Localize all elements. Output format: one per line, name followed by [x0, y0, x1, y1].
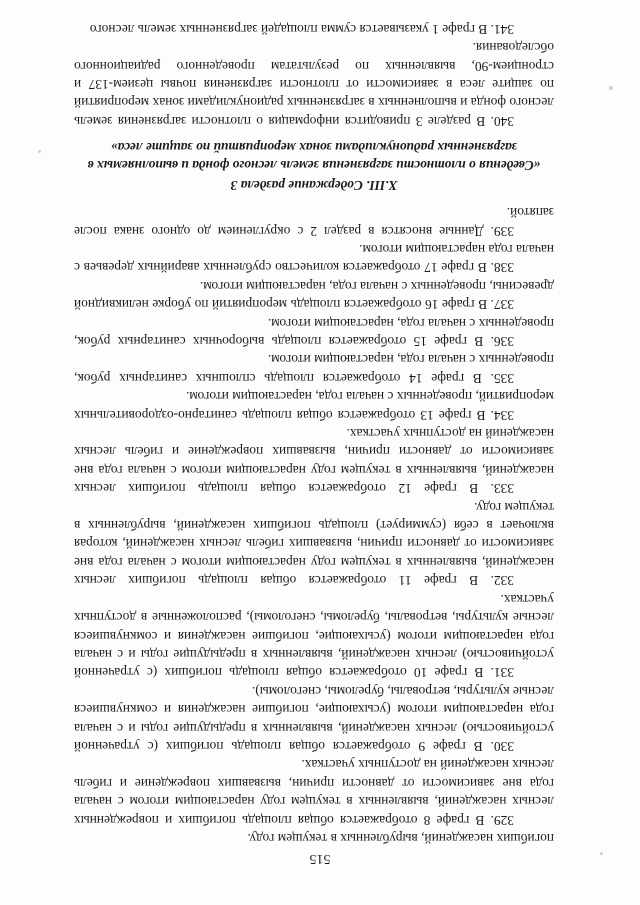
paragraph-341: 341. В графе 1 указывается сумма площадей загрязненных земель лесного [89, 21, 514, 37]
paragraph-333: 333. В графе 12 отображается общая площадь погибших лесных насаждений, выявленных в текущем году нарастающим итогом с начала года вне зависимости от давности причин, вызвавших повреждение и гибель лесных насаждений на доступных участках. [74, 426, 554, 497]
paragraph-337: 337. В графе 16 отображается площадь мероприятий по уборке неликвидной древесины, проведенных с начала года, нарастающим итогом. [74, 278, 554, 313]
section-heading: X.III. Содержание раздела 3 [230, 177, 398, 193]
paragraph-335: 335. В графе 14 отображается площадь сплошных санитарных рубок, проведенных с начала года, нарастающим итогом. [74, 352, 554, 386]
paragraph-continuation: погибших насаждений, вырубленных в текущем году. [247, 831, 554, 846]
scan-speck [600, 852, 603, 855]
scan-speck [609, 86, 613, 90]
page-number: 515 [309, 851, 331, 866]
paragraph-336: 336. В графе 15 отображается площадь выборочных санитарных рубок, проведенных с начала года, нарастающим итогом. [74, 315, 554, 350]
paragraph-334: 334. В графе 13 отображается общая площадь санитарно-оздоровительных мероприятий, проведенных с начала года, нарастающим итогом. [74, 389, 554, 423]
section-subheading: «Сведения о плотности загрязнения земель лесного фонда и выполняемых в загрязненных радионуклидами зонах мероприятий по защите леса» [87, 139, 541, 173]
paragraph-332: 332. В графе 11 отображается общая площадь погибших лесных насаждений, выявленных в текущем году нарастающим итогом с начала года вне зависимости от давности причин, вызвавших гибель лесных насаждений, которая включает в себя (суммирует) площадь погибших насаждений, вырубленных в текущем году. [74, 499, 554, 589]
document-body [74, 19, 554, 847]
paragraph-329: 329. В графе 8 отображается общая площадь погибших и поврежденных лесных насаждений, выявленных в текущем году нарастающим итогом с начала года вне зависимости от давности причин, вызвавших повреждение и гибель лесных насаждений на доступных участках. [74, 757, 554, 828]
paragraph-339: 339. Данные вносятся в раздел 2 с округлением до одного знака после запятой. [74, 205, 554, 239]
paragraph-338: 338. В графе 17 отображается количество срубленных аварийных деревьев с начала года нарастающим итогом. [74, 242, 554, 276]
paragraph-330: 330. В графе 9 отображается общая площадь погибших (с утраченной устойчивостью) лесных насаждений, выявленных в предыдущие годы и с начала года нарастающим итогом (усыхающие, погибшие насаждения и сомкнувшиеся лесные культуры, ветровалы, буреломы, снеголомы). [74, 683, 554, 754]
paragraph-331: 331. В графе 10 отображается общая площадь погибших (с утраченной устойчивостью) лесных насаждений, выявленных в предыдущие годы и с начала года нарастающим итогом (усыхающие, погибшие насаждения и сомкнувшиеся лесные культуры, ветровалы, буреломы, снеголомы), расположенные в доступных участках. [74, 591, 554, 681]
scan-speck [38, 150, 41, 153]
paragraph-340: 340. В разделе 3 приводится информация о плотности загрязнения земель лесного фонда и выполненных в загрязненных радионуклидами зонах мероприятий по защите леса в зависимости от плотности загрязнения почвы цезием-137 и стронцием-90, выявленных по результатам проведенного радиационного обследования. [74, 40, 554, 129]
